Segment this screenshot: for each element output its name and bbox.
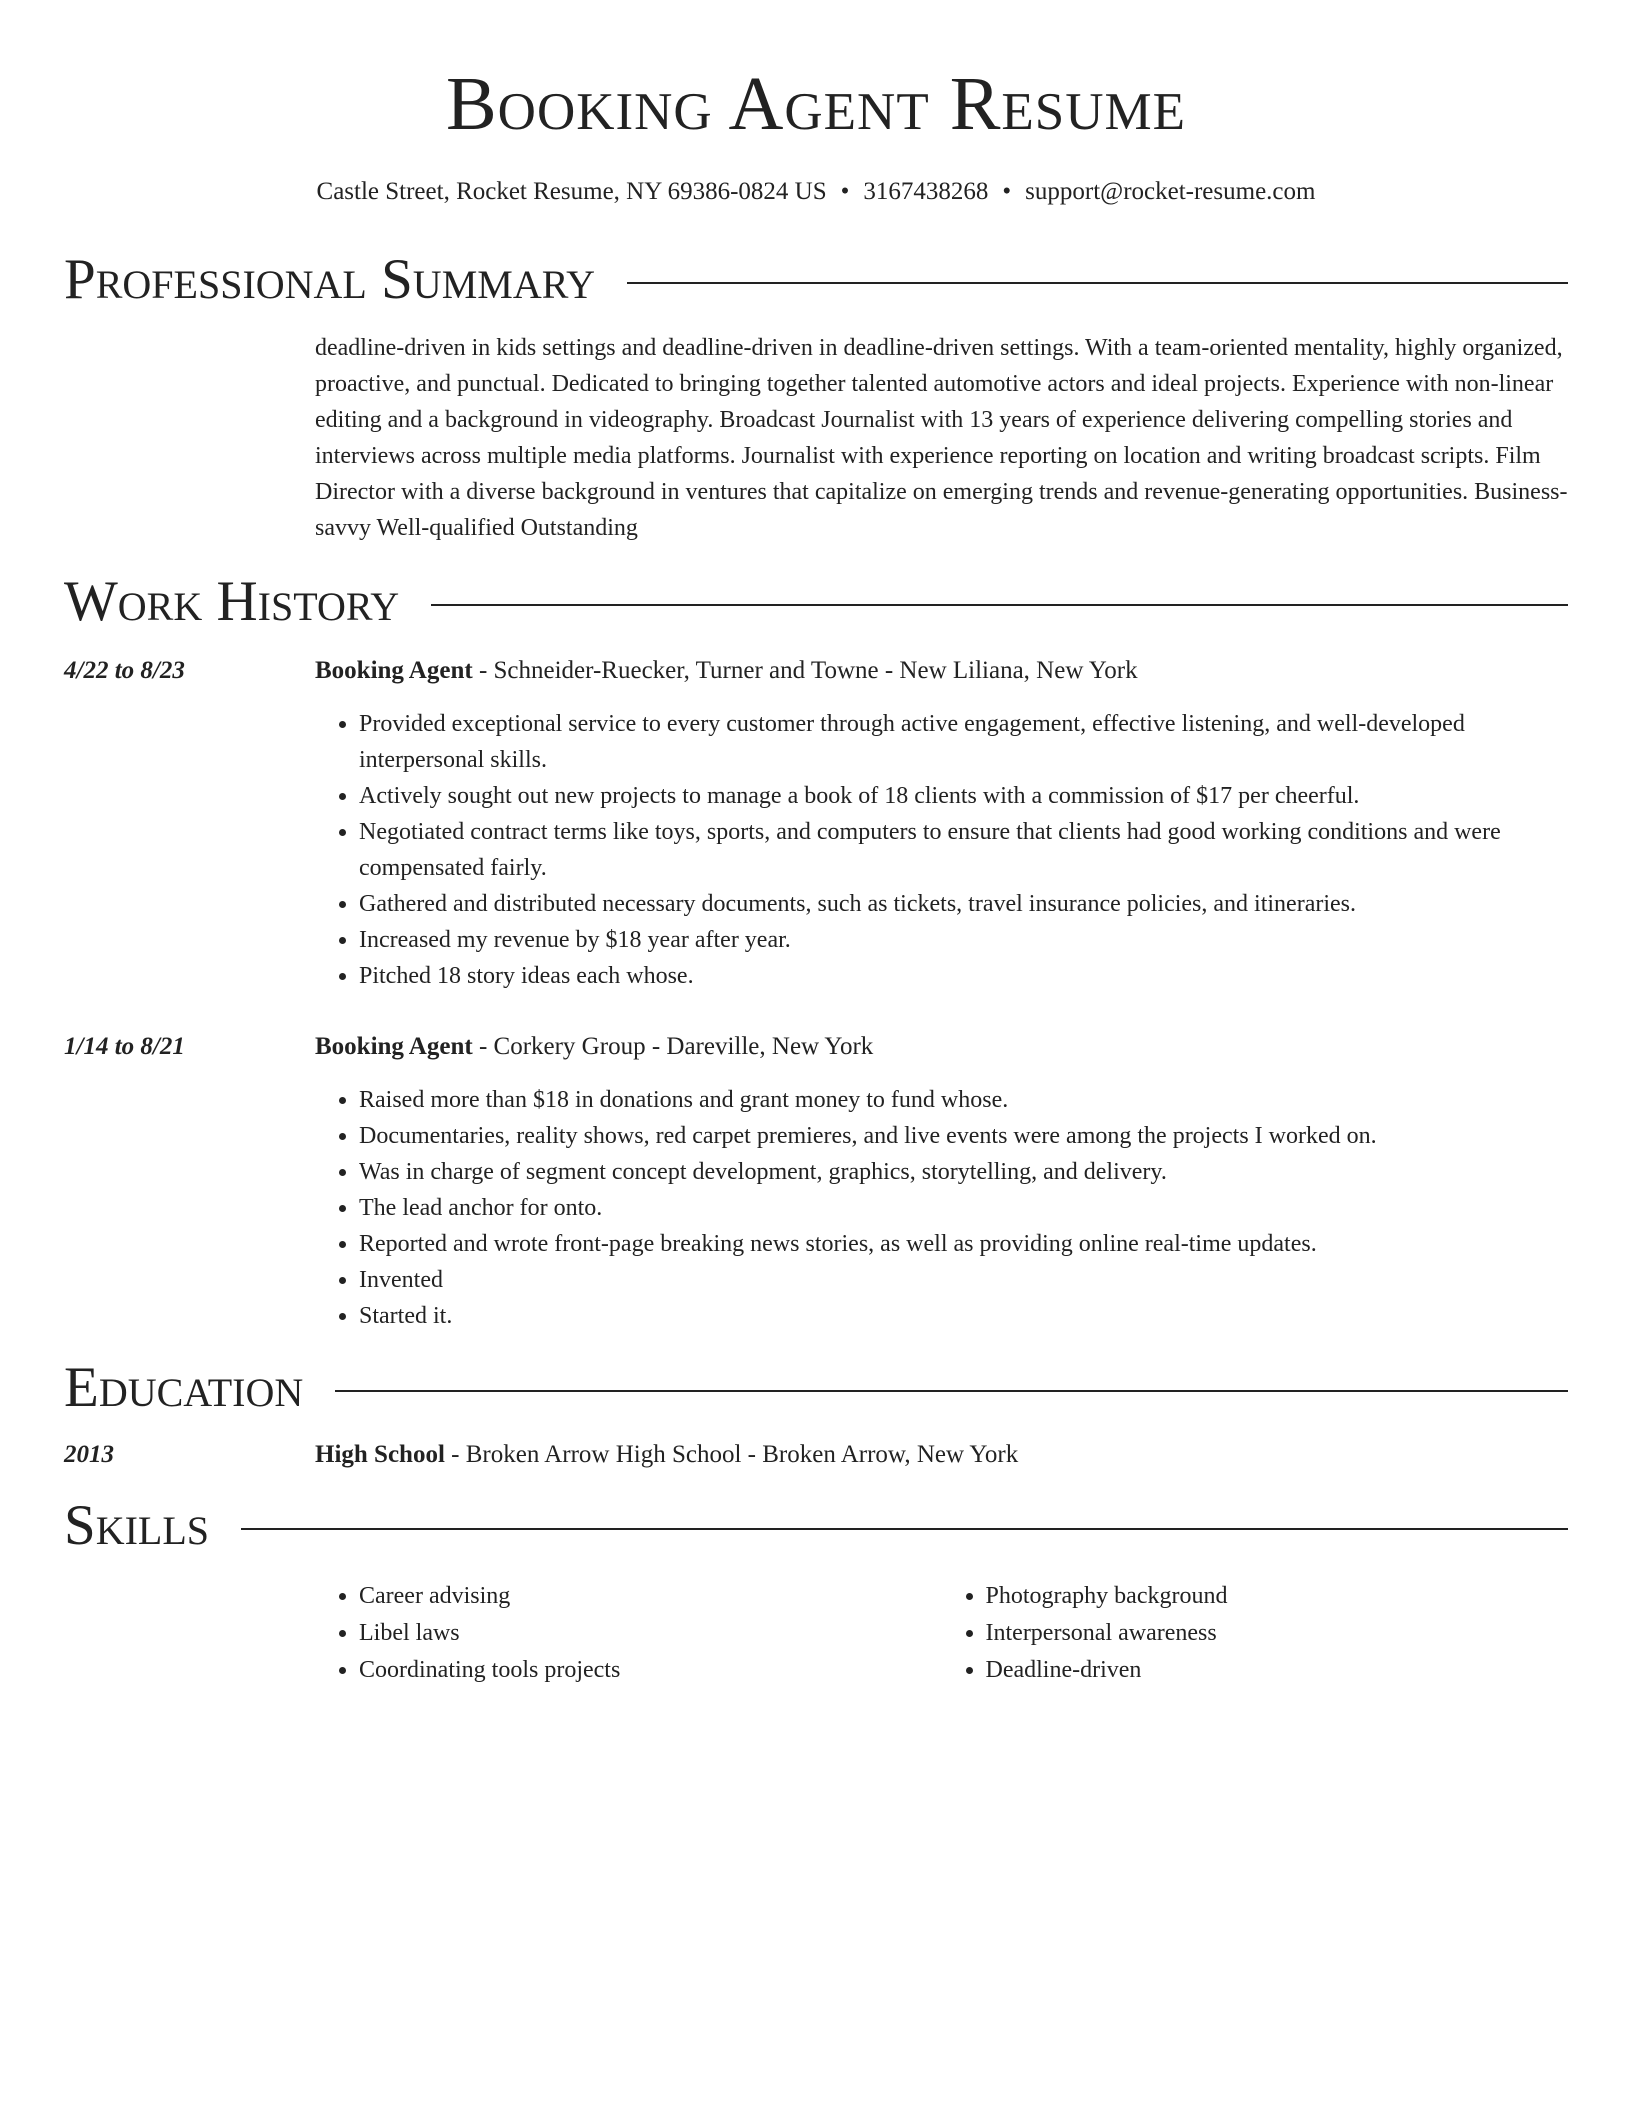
list-item: • Reported and wrote front-page breaking news stories, as well as providing online real-time updates. <box>359 1226 1568 1262</box>
summary-text: deadline-driven in kids settings and deadline-driven in deadline-driven settings. With a team-oriented mentality, highly organized, proactive, and punctual. Dedicated to bringing together talented automotive actors and ideal projects. Experience with non-linear editing and a background in videography. Broadcast Journalist with 13 years of experience delivering compelling stories and interviews across multiple media platforms. Journalist with experience reporting on location and writing broadcast scripts. Film Director with a diverse background in ventures that capitalize on emerging trends and revenue-generating opportunities. Business-savvy Well-qualified Outstanding <box>315 335 1568 541</box>
list-item: • Actively sought out new projects to manage a book of 18 clients with a commission of $17 per cheerful. <box>359 778 1568 814</box>
list-item: • Provided exceptional service to every customer through active engagement, effective listening, and well-developed interpersonal skills. <box>359 706 1568 778</box>
list-item: • Started it. <box>359 1298 1568 1334</box>
work-heading: Work History <box>64 570 400 633</box>
work-section-header <box>64 570 1568 634</box>
education-section-header <box>64 1356 1568 1420</box>
list-item: • Documentaries, reality shows, red carpet premieres, and live events were among the projects I worked on. <box>359 1118 1568 1154</box>
education-heading-line <box>315 1436 1568 1474</box>
education-heading: Education <box>64 1356 304 1419</box>
skill-item: • Photography background <box>986 1578 1569 1615</box>
skills-column-right <box>942 1578 1569 1689</box>
list-item: • Invented <box>359 1262 1568 1298</box>
school-details: - Broken Arrow High School - Broken Arrow, New York <box>444 1441 1019 1468</box>
page-title: Booking Agent Resume <box>445 62 1187 146</box>
job-title: Booking Agent <box>315 657 473 684</box>
section-divider <box>241 1528 1568 1530</box>
skills-list <box>315 1578 1568 1689</box>
list-item: • Was in charge of segment concept development, graphics, storytelling, and delivery. <box>359 1154 1568 1190</box>
skills-section-header <box>64 1494 1568 1558</box>
job-dates: 1/14 to 8/21 <box>64 1033 185 1060</box>
email: support@rocket-resume.com <box>1025 178 1316 205</box>
section-divider <box>335 1390 1568 1392</box>
job-bullets <box>315 1082 1568 1334</box>
list-item: • The lead anchor for onto. <box>359 1190 1568 1226</box>
skill-item: • Coordinating tools projects <box>359 1652 942 1689</box>
job-heading <box>315 652 1568 690</box>
skill-item: • Libel laws <box>359 1615 942 1652</box>
section-divider <box>431 604 1568 606</box>
summary-heading: Professional Summary <box>64 248 596 311</box>
job-bullets <box>315 706 1568 994</box>
list-item: • Pitched 18 story ideas each whose. <box>359 958 1568 994</box>
degree: High School <box>315 1441 445 1468</box>
education-year: 2013 <box>64 1441 114 1468</box>
skill-item: • Career advising <box>359 1578 942 1615</box>
list-item: • Negotiated contract terms like toys, sports, and computers to ensure that clients had good working conditions and were compensated fairly. <box>359 814 1568 886</box>
job-entry <box>64 1028 1568 1334</box>
job-content <box>315 1028 1568 1334</box>
education-entry <box>64 1436 1568 1474</box>
skills-column-left <box>315 1578 942 1689</box>
education-content <box>315 1436 1568 1474</box>
phone: 3167438268 <box>863 178 989 205</box>
job-dates: 4/22 to 8/23 <box>64 657 185 684</box>
skill-item: • Deadline-driven <box>986 1652 1569 1689</box>
job-heading <box>315 1028 1568 1066</box>
contact-line <box>64 174 1568 210</box>
job-details: - Schneider-Ruecker, Turner and Towne - New Liliana, New York <box>472 657 1138 684</box>
contact-separator: • <box>840 178 850 205</box>
list-item: • Raised more than $18 in donations and grant money to fund whose. <box>359 1082 1568 1118</box>
skill-item: • Interpersonal awareness <box>986 1615 1569 1652</box>
list-item: • Increased my revenue by $18 year after year. <box>359 922 1568 958</box>
section-divider <box>627 282 1568 284</box>
list-item: • Gathered and distributed necessary documents, such as tickets, travel insurance policies, and itineraries. <box>359 886 1568 922</box>
summary-section-header <box>64 248 1568 312</box>
address: Castle Street, Rocket Resume, NY 69386-0824 US <box>316 178 827 205</box>
skills-heading: Skills <box>64 1494 210 1557</box>
job-details: - Corkery Group - Dareville, New York <box>472 1033 874 1060</box>
job-content <box>315 652 1568 994</box>
contact-separator: • <box>1002 178 1012 205</box>
job-entry <box>64 652 1568 994</box>
job-title: Booking Agent <box>315 1033 473 1060</box>
